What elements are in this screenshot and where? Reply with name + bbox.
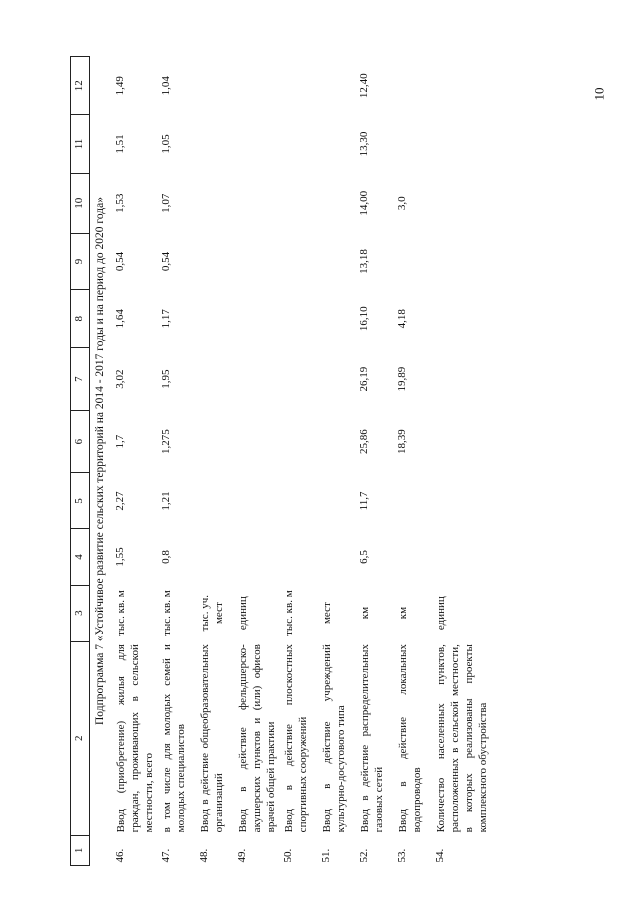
row-value	[196, 290, 234, 348]
row-value	[234, 290, 280, 348]
row-value	[280, 410, 318, 473]
row-value	[318, 233, 356, 289]
row-value: 1,05	[160, 134, 172, 154]
row-value	[318, 173, 356, 233]
header-col: 7	[71, 348, 90, 411]
row-number: 54.	[434, 848, 446, 863]
table-row	[356, 57, 394, 866]
row-value	[394, 115, 432, 173]
row-value	[280, 115, 318, 173]
row-value	[196, 57, 234, 115]
row-number: 53.	[396, 848, 408, 863]
row-value	[196, 173, 234, 233]
header-col: 8	[71, 290, 90, 348]
row-value	[196, 529, 234, 585]
row-value: 1,64	[114, 309, 126, 329]
row-value: 4,18	[396, 309, 408, 329]
row-number: 51.	[320, 848, 332, 863]
row-value	[318, 410, 356, 473]
row-value: 1,7	[114, 434, 126, 449]
row-value	[432, 57, 492, 115]
row-number: 49.	[236, 848, 248, 863]
row-value: 18,39	[396, 429, 408, 455]
row-value	[196, 233, 234, 289]
row-unit: тыс. уч. мест	[199, 594, 225, 632]
row-value: 2,27	[114, 491, 126, 511]
row-value: 11,7	[358, 491, 370, 511]
page-number: 10	[591, 87, 607, 101]
row-value: 1,275	[160, 429, 172, 455]
row-description: Ввод (приобретение) жилья для граждан, проживающих в сельской местности, всего	[115, 644, 155, 833]
header-col: 6	[71, 410, 90, 473]
row-value	[196, 473, 234, 529]
row-value	[318, 529, 356, 585]
row-number: 46.	[114, 848, 126, 863]
header-col: 10	[71, 173, 90, 233]
row-value	[432, 529, 492, 585]
row-value	[234, 529, 280, 585]
row-value	[234, 57, 280, 115]
row-value: 19,89	[396, 366, 408, 392]
row-value	[432, 115, 492, 173]
row-value: 1,95	[160, 369, 172, 389]
row-number: 52.	[358, 848, 370, 863]
row-value	[280, 57, 318, 115]
row-value	[394, 57, 432, 115]
row-value	[394, 233, 432, 289]
table-row	[158, 57, 196, 866]
row-unit: тыс. кв. м	[161, 590, 173, 636]
header-col: 9	[71, 233, 90, 289]
row-value: 1,17	[160, 309, 172, 329]
header-col: 12	[71, 57, 90, 115]
table-row	[234, 57, 280, 866]
row-value	[432, 233, 492, 289]
row-value	[280, 173, 318, 233]
row-value	[280, 529, 318, 585]
header-col: 2	[71, 641, 90, 835]
row-value	[432, 410, 492, 473]
row-description: Ввод в действие учреждений культурно-досугового типа	[321, 644, 347, 833]
row-value	[280, 473, 318, 529]
row-value	[234, 473, 280, 529]
row-value: 3,02	[114, 369, 126, 389]
table-row	[112, 57, 158, 866]
indicator-table	[70, 56, 492, 866]
row-value	[196, 115, 234, 173]
row-value: 3,0	[396, 196, 408, 211]
row-description: Ввод в действие локальных водопроводов	[397, 644, 423, 833]
row-value	[318, 57, 356, 115]
row-value	[234, 173, 280, 233]
row-unit: единиц	[237, 596, 249, 631]
table-row	[280, 57, 318, 866]
row-unit: км	[359, 606, 371, 620]
row-description: Ввод в действие фельдшерско-акушерских пунктов и (или) офисов врачей общей практики	[237, 644, 277, 833]
header-col: 5	[71, 473, 90, 529]
row-description: Количество населенных пунктов, расположенных в сельской местности, в которых реализованы проекты комплексного обустройства	[435, 644, 489, 833]
row-value: 14,00	[358, 190, 370, 216]
table-row	[318, 57, 356, 866]
row-number: 48.	[198, 848, 210, 863]
row-description: Ввод в действие плоскостных спортивных сооружений	[283, 644, 309, 833]
row-value	[280, 290, 318, 348]
row-value	[234, 115, 280, 173]
row-value	[280, 348, 318, 411]
header-col: 1	[71, 835, 90, 865]
table-row	[196, 57, 234, 866]
row-value	[394, 529, 432, 585]
row-value: 0,8	[160, 550, 172, 564]
row-value: 12,40	[358, 73, 370, 99]
row-description: Ввод в действие общеобразовательных организаций	[199, 644, 225, 833]
row-description: в том числе для молодых семей и молодых специалистов	[161, 644, 187, 833]
row-unit: тыс. кв. м	[115, 590, 127, 636]
row-value: 1,04	[160, 76, 172, 96]
row-unit: км	[397, 606, 409, 620]
row-value: 13,30	[358, 131, 370, 157]
row-value: 1,49	[114, 76, 126, 96]
row-value: 0,54	[114, 251, 126, 272]
row-value	[432, 348, 492, 411]
row-description: Ввод в действие распределительных газовых сетей	[359, 644, 385, 833]
row-number: 50.	[282, 848, 294, 863]
row-value	[318, 290, 356, 348]
row-value	[234, 348, 280, 411]
row-value	[394, 473, 432, 529]
row-unit: единиц	[435, 596, 447, 631]
row-value	[318, 115, 356, 173]
header-col: 4	[71, 529, 90, 585]
row-value: 0,54	[160, 251, 172, 272]
row-value	[432, 290, 492, 348]
row-value	[318, 473, 356, 529]
row-value: 25,86	[358, 429, 370, 455]
row-value	[196, 348, 234, 411]
data-table-sheet	[70, 56, 510, 866]
table-row	[394, 57, 432, 866]
header-col: 11	[71, 115, 90, 173]
row-value	[432, 473, 492, 529]
table-row	[432, 57, 492, 866]
row-value	[280, 233, 318, 289]
column-number-header	[71, 57, 90, 866]
row-value	[196, 410, 234, 473]
row-value: 16,10	[358, 306, 370, 332]
row-value: 1,53	[114, 193, 126, 213]
row-value	[234, 410, 280, 473]
row-value: 6,5	[358, 550, 370, 564]
row-number: 47.	[160, 848, 172, 863]
row-unit: мест	[321, 602, 333, 625]
header-col: 3	[71, 585, 90, 641]
row-value: 1,21	[160, 491, 172, 511]
row-unit: тыс. кв. м	[283, 590, 295, 636]
row-value	[432, 173, 492, 233]
row-value: 1,51	[114, 134, 126, 154]
row-value	[234, 233, 280, 289]
subprogram-title: Подпрограмма 7 «Устойчивое развитие сельских территорий на 2014 - 2017 годы и на период до 2020 года»	[94, 197, 106, 725]
row-value: 1,55	[114, 547, 126, 567]
row-value: 13,18	[358, 249, 370, 274]
row-value: 26,19	[358, 366, 370, 392]
subprogram-row	[90, 57, 113, 866]
row-value	[318, 348, 356, 411]
row-value: 1,07	[160, 193, 172, 213]
